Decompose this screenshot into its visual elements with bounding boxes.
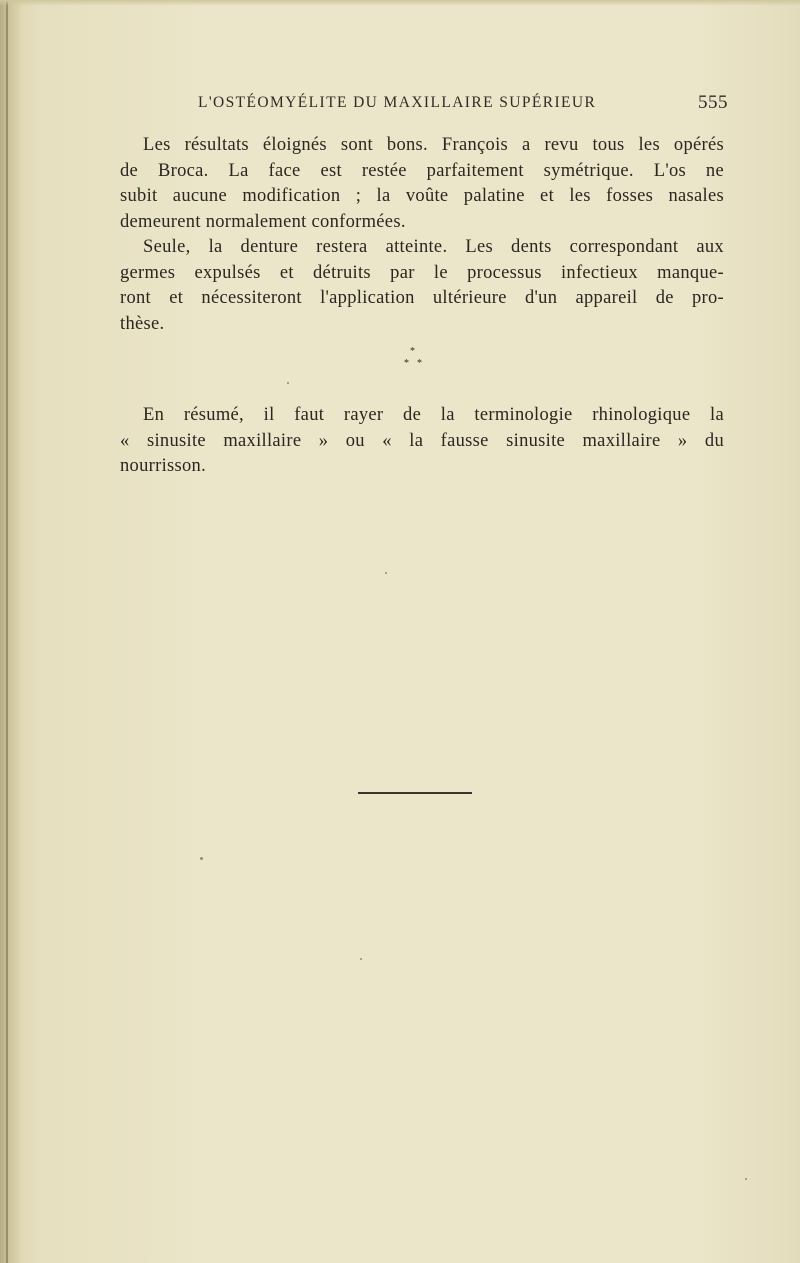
asterism-star: *	[404, 358, 409, 369]
asterism-separator	[400, 346, 430, 376]
text-line: thèse.	[120, 313, 165, 334]
text-line: En résumé, il faut rayer de la terminologie rhinologique la	[143, 405, 724, 425]
text-line: demeurent normalement conformées.	[120, 211, 406, 232]
text-line: nourrisson.	[120, 456, 207, 476]
paragraph-summary	[120, 403, 724, 480]
binding-edge	[6, 0, 8, 1263]
asterism-star: *	[417, 358, 422, 369]
text-line: Les résultats éloignés sont bons. François a revu tous les opérés	[143, 135, 724, 155]
text-line: ront et nécessiteront l'application ultérieure d'un appareil de pro-	[120, 288, 724, 308]
gutter-shadow	[0, 0, 22, 1263]
text-line: germes expulsés et détruits par le processus infectieux manque-	[120, 262, 724, 283]
text-line: « sinusite maxillaire » ou « la fausse sinusite maxillaire » du	[120, 430, 724, 451]
paragraph-denture	[120, 235, 724, 337]
paper-speck	[385, 572, 387, 574]
paper-speck	[360, 958, 362, 960]
page-number: 555	[698, 92, 728, 113]
text-line: subit aucune modification ; la voûte palatine et les fosses nasales	[120, 186, 724, 206]
paper-speck	[745, 1178, 747, 1180]
text-line: de Broca. La face est restée parfaitement symétrique. L'os ne	[120, 160, 724, 181]
running-title: L'OSTÉOMYÉLITE DU MAXILLAIRE SUPÉRIEUR	[198, 94, 597, 111]
paper-speck	[200, 857, 203, 860]
top-edge-shading	[0, 0, 800, 6]
asterism-star: *	[410, 346, 415, 357]
end-rule	[358, 792, 472, 794]
text-line: Seule, la denture restera atteinte. Les dents correspondant aux	[143, 237, 724, 257]
paper-speck	[287, 382, 289, 384]
running-head	[198, 92, 728, 118]
paragraph-results	[120, 133, 724, 235]
